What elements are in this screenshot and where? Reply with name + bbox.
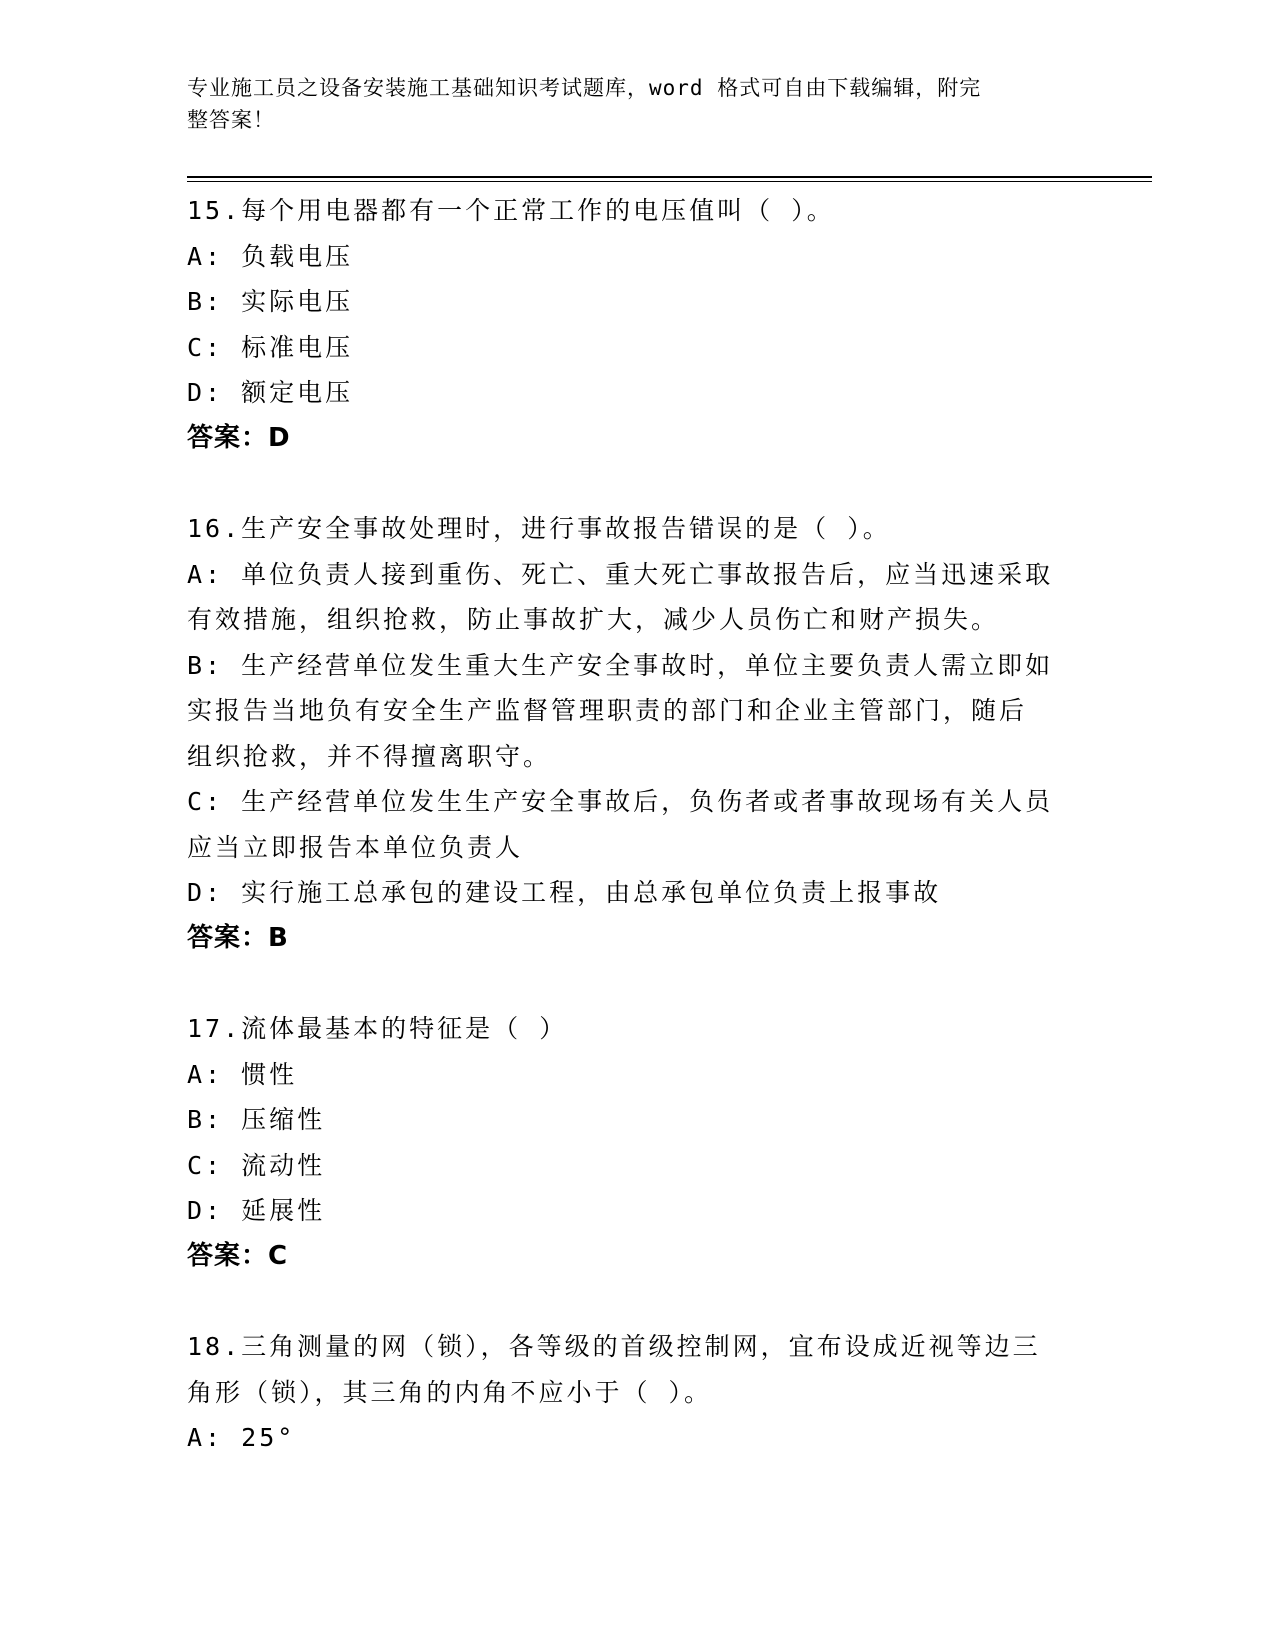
question-stem-line: 角形（锁），其三角的内角不应小于（ ）。 bbox=[187, 1377, 713, 1407]
question-4 bbox=[187, 1324, 1067, 1461]
option-line: B: 压缩性 bbox=[187, 1105, 326, 1134]
option-line: D: 实行施工总承包的建设工程，由总承包单位负责上报事故 bbox=[187, 878, 942, 907]
question-2 bbox=[187, 506, 1067, 961]
question-1 bbox=[187, 188, 1067, 461]
header-rule-thick bbox=[187, 176, 1152, 178]
question-stem-line: 18.三角测量的网（锁），各等级的首级控制网，宜布设成近视等边三 bbox=[187, 1332, 1041, 1361]
option-line: B: 实际电压 bbox=[187, 287, 354, 316]
question-list bbox=[187, 188, 1067, 1461]
option-line: D: 延展性 bbox=[187, 1196, 326, 1225]
option-line: C: 标准电压 bbox=[187, 332, 354, 362]
option-line: B: 生产经营单位发生重大生产安全事故时，单位主要负责人需立即如 bbox=[187, 650, 1054, 680]
option-line: C: 流动性 bbox=[187, 1150, 326, 1180]
option-line: A: 25° bbox=[187, 1423, 296, 1452]
question-stem-line: 17.流体最基本的特征是（ ） bbox=[187, 1014, 568, 1043]
question-spacer bbox=[187, 1279, 1067, 1324]
document-header bbox=[187, 72, 1067, 136]
answer-label: 答案：B bbox=[187, 922, 289, 953]
question-spacer bbox=[187, 961, 1067, 1006]
header-rule-thin bbox=[187, 181, 1152, 182]
option-line: 实报告当地负有安全生产监督管理职责的部门和企业主管部门，随后 bbox=[187, 696, 1028, 725]
header-line-1: 专业施工员之设备安装施工基础知识考试题库，word 格式可自由下载编辑，附完 bbox=[187, 76, 982, 100]
option-line: C: 生产经营单位发生生产安全事故后，负伤者或者事故现场有关人员 bbox=[187, 787, 1054, 816]
answer-label: 答案：C bbox=[187, 1240, 289, 1271]
option-line: 组织抢救，并不得擅离职守。 bbox=[187, 741, 552, 771]
option-line: A: 惯性 bbox=[187, 1059, 298, 1089]
option-line: A: 负载电压 bbox=[187, 241, 354, 271]
header-line-2: 整答案！ bbox=[187, 108, 275, 132]
option-line: 有效措施，组织抢救，防止事故扩大，减少人员伤亡和财产损失。 bbox=[187, 605, 1000, 634]
question-spacer bbox=[187, 461, 1067, 506]
question-stem-line: 16.生产安全事故处理时，进行事故报告错误的是（ ）。 bbox=[187, 514, 891, 543]
question-3 bbox=[187, 1006, 1067, 1279]
option-line: D: 额定电压 bbox=[187, 378, 354, 407]
option-line: 应当立即报告本单位负责人 bbox=[187, 832, 524, 862]
option-line: A: 单位负责人接到重伤、死亡、重大死亡事故报告后，应当迅速采取 bbox=[187, 559, 1054, 589]
answer-label: 答案：D bbox=[187, 422, 291, 453]
question-stem-line: 15.每个用电器都有一个正常工作的电压值叫（ ）。 bbox=[187, 196, 835, 225]
